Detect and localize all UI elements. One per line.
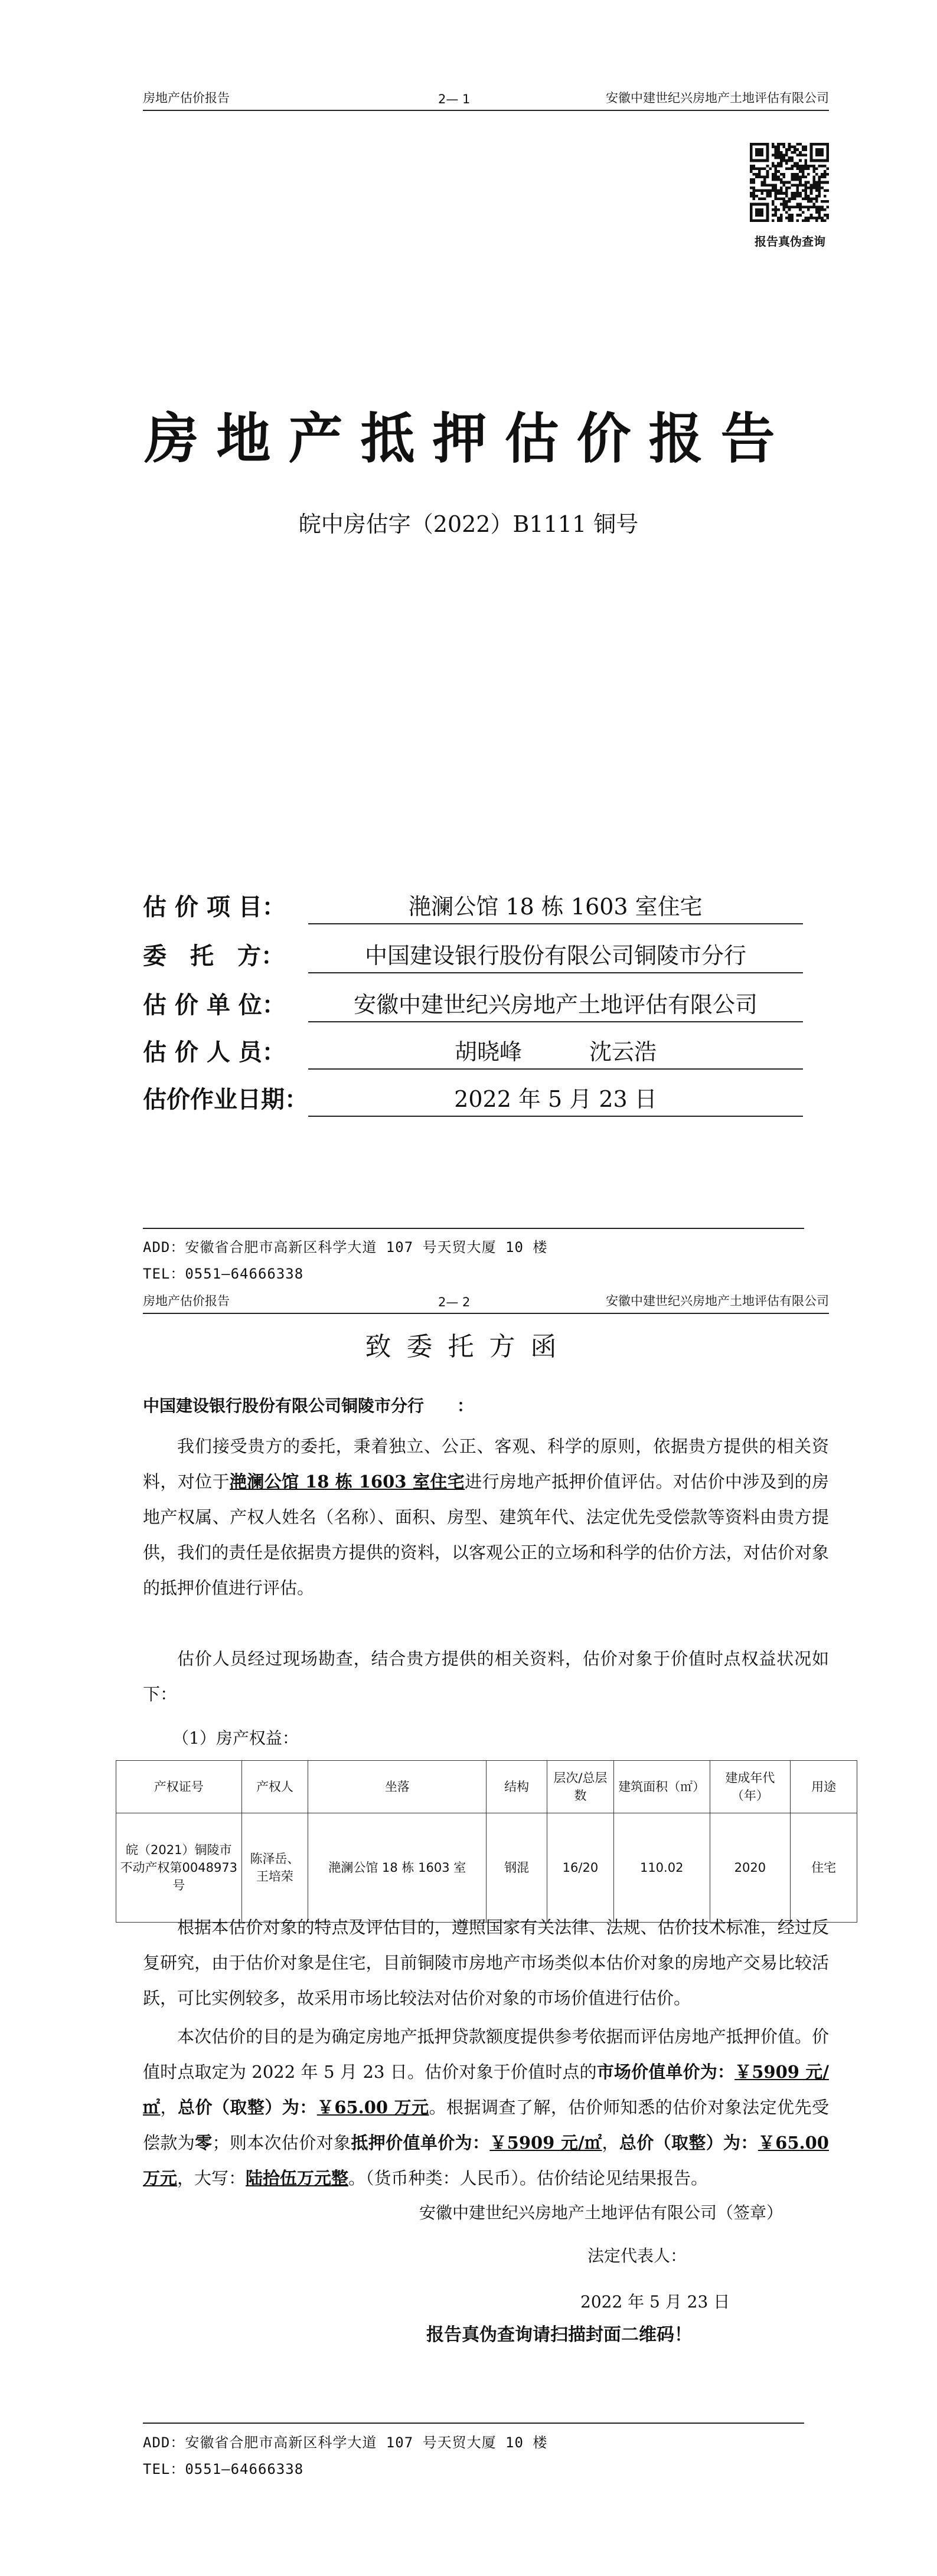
text: 。（货币种类：人民币）。估价结论见结果报告。: [348, 2168, 709, 2188]
text: ，大写：: [177, 2168, 246, 2188]
header-right: 安徽中建世纪兴房地产土地评估有限公司: [606, 1294, 829, 1308]
cell-structure: 钢混: [487, 1813, 547, 1923]
col-header: 建筑面积（㎡）: [613, 1761, 710, 1813]
page1-header: [143, 89, 829, 111]
priority-claim: 零: [195, 2133, 213, 2153]
field-label: 委 托 方：: [143, 942, 285, 970]
header-left: 房地产估价报告: [143, 1294, 230, 1308]
field-underline: [308, 972, 803, 973]
col-header: 结构: [487, 1761, 547, 1813]
field-label: 估 价 人 员：: [143, 1038, 286, 1066]
text: 我们接受贵方的委托，秉着独立、公正、客观、科学的原则，依据贵方提供的相关资料，对位于: [143, 1436, 829, 1492]
field-value: 2022 年 5 月 23 日: [454, 1086, 657, 1112]
paragraph-inspection: 估价人员经过现场勘查，结合贵方提供的相关资料，估价对象于价值时点权益状况如下：: [143, 1649, 829, 1704]
report-title: 房地产抵押估价报告: [144, 407, 793, 470]
addressee: 中国建设银行股份有限公司铜陵市分行 ：: [143, 1396, 474, 1416]
property-address: 滟澜公馆 18 栋 1603 室住宅: [229, 1472, 465, 1492]
label-mortgage-total: 总价（取整）为：: [619, 2133, 758, 2153]
cell-year: 2020: [710, 1813, 791, 1923]
cell-floor: 16/20: [547, 1813, 614, 1923]
text: ，: [602, 2133, 619, 2153]
page2-header: [143, 1292, 829, 1314]
cell-owner: 陈泽岳、王培荣: [241, 1813, 308, 1923]
signature-company: 安徽中建世纪兴房地产土地评估有限公司（签章）: [419, 2203, 783, 2222]
header-page-number: 2— 1: [438, 92, 471, 106]
col-header: 坐落: [308, 1761, 487, 1813]
cell-usage: 住宅: [791, 1813, 857, 1923]
field-label: 估 价 单 位：: [143, 991, 286, 1019]
cell-location: 滟澜公馆 18 栋 1603 室: [308, 1813, 487, 1923]
field-label: 估价作业日期：: [143, 1086, 308, 1113]
field-project: [143, 891, 803, 927]
text: 进行房地产抵押价值评估。对估价中涉及到的房地产权属、产权人姓名（名称）、面积、房型、建筑年代、法定优先受偿款等资料由贵方提供，我们的责任是依据贵方提供的资料，以客观公正的立场和科学的估价方法，对估价对象的抵押价值进行评估。: [143, 1472, 829, 1598]
header-page-number: 2— 2: [438, 1295, 471, 1309]
label-market-unit: 市场价值单价为：: [596, 2062, 735, 2082]
footer-address: ADD：安徽省合肥市高新区科学大道 107 号天贸大厦 10 楼: [143, 2434, 548, 2451]
market-unit-price: ￥5909 元/㎡: [143, 2062, 829, 2117]
header-right: 安徽中建世纪兴房地产土地评估有限公司: [606, 91, 829, 105]
footer-phone: TEL：0551—64666338: [143, 2461, 304, 2477]
paragraph-intro: [143, 1428, 829, 1606]
field-underline: [308, 1021, 803, 1022]
field-underline: [308, 1116, 803, 1117]
col-header: 层次/总层数: [547, 1761, 614, 1813]
field-work-date: [143, 1084, 803, 1119]
market-total-price: ￥65.00 万元: [316, 2097, 429, 2117]
text: 本次估价的目的是为确定房地产抵押贷款额度提供参考依据而评估房地产抵押价值。价值时点取定为 2022 年 5 月 23 日。估价对象于价值时点的: [143, 2026, 829, 2082]
field-client: [143, 940, 803, 976]
cell-certificate-no: 皖（2021）铜陵市不动产权第0048973 号: [116, 1813, 242, 1923]
table-row: [116, 1813, 857, 1923]
paragraph-conclusion: [143, 2019, 829, 2196]
field-value: 中国建设银行股份有限公司铜陵市分行: [364, 943, 746, 969]
text: ；则本次估价对象: [212, 2133, 351, 2153]
field-appraiser-org: [143, 989, 803, 1025]
paragraph-method: 根据本估价对象的特点及评估目的，遵照国家有关法律、法规、估价技术标准，经过反复研究，由于估价对象是住宅，目前铜陵市房地产市场类似本估价对象的房地产交易比较活跃，可比实例较多，故采用市场比较法对估价对象的市场价值进行估价。: [143, 1917, 829, 2008]
field-value: 胡晓峰 沈云浩: [454, 1039, 657, 1065]
cell-area: 110.02: [613, 1813, 710, 1923]
col-header: 用途: [791, 1761, 857, 1813]
field-underline: [308, 1068, 803, 1070]
label-market-total: 总价（取整）为：: [177, 2097, 317, 2117]
signature-legal-rep: 法定代表人：: [587, 2246, 687, 2266]
label-mortgage-unit: 抵押价值单价为：: [351, 2133, 490, 2153]
field-appraisers: [143, 1037, 803, 1072]
amount-in-words: 陆拾伍万元整: [246, 2168, 349, 2188]
mortgage-total-price: ￥65.00 万元: [143, 2133, 829, 2188]
letter-title: 致委托方函: [365, 1332, 572, 1362]
field-value: 安徽中建世纪兴房地产土地评估有限公司: [353, 992, 758, 1018]
field-underline: [308, 923, 803, 924]
subheading-rights: （1）房产权益：: [172, 1728, 299, 1748]
document-number: 皖中房估字（2022）B1111 铜号: [298, 511, 639, 537]
footer-rule: [143, 2423, 804, 2424]
field-label: 估 价 项 目：: [143, 893, 286, 921]
signature-date: 2022 年 5 月 23 日: [580, 2292, 730, 2312]
property-rights-table: [116, 1760, 857, 1923]
footer-rule: [143, 1228, 804, 1229]
footer-address: ADD：安徽省合肥市高新区科学大道 107 号天贸大厦 10 楼: [143, 1239, 548, 1256]
text: ，: [160, 2097, 178, 2117]
mortgage-unit-price: ￥5909 元/㎡: [489, 2133, 602, 2153]
qr-caption: 报告真伪查询: [755, 234, 825, 249]
col-header: 产权证号: [116, 1761, 242, 1813]
header-left: 房地产估价报告: [143, 91, 230, 105]
verify-notice: 报告真伪查询请扫描封面二维码！: [426, 2325, 692, 2345]
field-value: 滟澜公馆 18 栋 1603 室住宅: [409, 894, 703, 920]
col-header: 产权人: [241, 1761, 308, 1813]
col-header: 建成年代（年）: [710, 1761, 791, 1813]
text: 。根据调查了解，估价师知悉的估价对象法定优先受偿款为: [143, 2097, 829, 2153]
footer-phone: TEL：0551—64666338: [143, 1266, 304, 1282]
qr-code[interactable]: [750, 143, 829, 222]
